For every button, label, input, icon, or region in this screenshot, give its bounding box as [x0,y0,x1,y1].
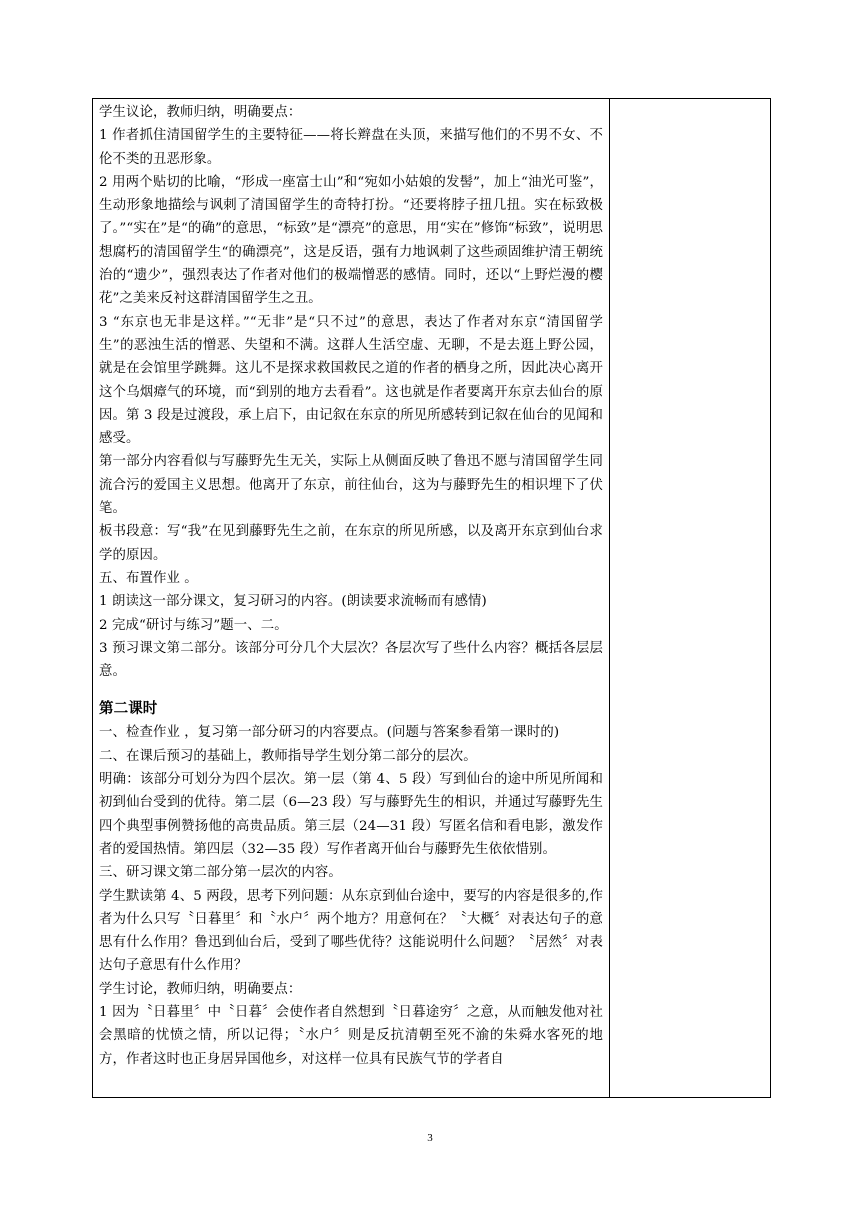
paragraph: 3 “东京也无非是这样。”“无非”是“只不过”的意思，表达了作者对东京“清国留学生”的恶浊生活的憎恶、失望和不满。这群人生活空虚、无聊，不是去逛上野公园，就是在会馆里学跳舞。这儿不是探求救国救民之道的作者的栖身之所，因此决心离开这个乌烟瘴气的环境，而“到别的地方去看看”。这也就是作者要离开东京去仙台的原因。第 3 段是过渡段，承上启下，由记叙在东京的所见所感转到记叙在仙台的见闻和感受。 [99,314,603,447]
lesson-content [93,99,609,1071]
paragraph: 2 完成“研讨与练习”题一、二。 [99,617,288,633]
paragraph: 明确：该部分可划分为四个层次。第一层（第 4、5 段）写到仙台的途中所见所闻和初到仙台受到的优待。第二层（6—23 段）写与藤野先生的相识，并通过写藤野先生四个典型事例赞扬他的高贵品质。第三层（24—31 段）写匿名信和看电影，激发作者的爱国热情。第四层（32—35 段）写作者离开仙台与藤野先生依依惜别。 [99,772,603,857]
paragraph: 学生议论，教师归纳，明确要点： [99,105,302,120]
paragraph: 2 用两个贴切的比喻，“形成一座富士山”和“宛如小姑娘的发髻”，加上“油光可鉴”，生动形象地描绘与讽刺了清国留学生的奇特打扮。“还要将脖子扭几扭。实在标致极了。”“实在”是“的确”的意思，“标致”是“漂亮”的意思，用“实在”修饰“标致”，说明思想腐朽的清国留学生“的确漂亮”，这是反语，强有力地讽刺了这些顽固维护清王朝统治的“遗少”，强烈表达了作者对他们的极端憎恶的感情。同时，还以“上野烂漫的樱花”之美来反衬这群清国留学生之丑。 [99,174,603,307]
paragraph: 1 作者抓住清国留学生的主要特征——将长辫盘在头顶，来描写他们的不男不女、不伦不类的丑恶形象。 [99,128,603,167]
lesson-plan-table [92,98,771,1098]
paragraph: 板书段意：写“我”在见到藤野先生之前，在东京的所见所感，以及离开东京到仙台求学的原因。 [99,524,603,563]
page-number: 3 [427,1132,433,1144]
spacer [99,683,603,697]
paragraph: 五、布置作业 。 [99,570,198,586]
notes-cell [610,99,771,1098]
paragraph: 第一部分内容看似与写藤野先生无关，实际上从侧面反映了鲁迅不愿与清国留学生同流合污的爱国主义思想。他离开了东京，前往仙台，这为与藤野先生的相识埋下了伏笔。 [99,454,603,517]
second-lesson-title: 第二课时 [99,701,158,718]
paragraph: 三、研习课文第二部分第一层次的内容。 [99,865,342,881]
paragraph: 1 朗读这一部分课文，复习研习的内容。(朗读要求流畅而有感情) [99,594,487,610]
paragraph: 学生默读第 4、5 两段，思考下列问题：从东京到仙台途中，要写的内容是很多的,作者为什么只写〝日暮里〞和〝水户〞两个地方？用意何在？〝大概〞对表达句子的意思有什么作用？鲁迅到仙台后，受到了哪些优待？这能说明什么问题？〝居然〞对表达句子意思有什么作用？ [99,888,603,974]
table-row [93,99,771,1098]
paragraph: 1 因为〝日暮里〞中〝日暮〞会使作者自然想到〝日暮途穷〞之意，从而触发他对社会黑暗的忧愤之情，所以记得；〝水户〞则是反抗清朝至死不渝的朱舜水客死的地方，作者这时也正身居异国他乡，对这样一位具有民族气节的学者自 [99,1004,603,1067]
paragraph: 3 预习课文第二部分。该部分可分几个大层次？各层次写了些什么内容？概括各层层意。 [99,640,603,680]
paragraph: 一、检查作业 ，复习第一部分研习的内容要点。(问题与答案参看第一课时的) [99,725,560,741]
paragraph: 二、在课后预习的基础上，教师指导学生划分第二部分的层次。 [99,748,477,764]
paragraph: 学生讨论，教师归纳，明确要点： [99,981,302,997]
content-cell [93,99,610,1098]
